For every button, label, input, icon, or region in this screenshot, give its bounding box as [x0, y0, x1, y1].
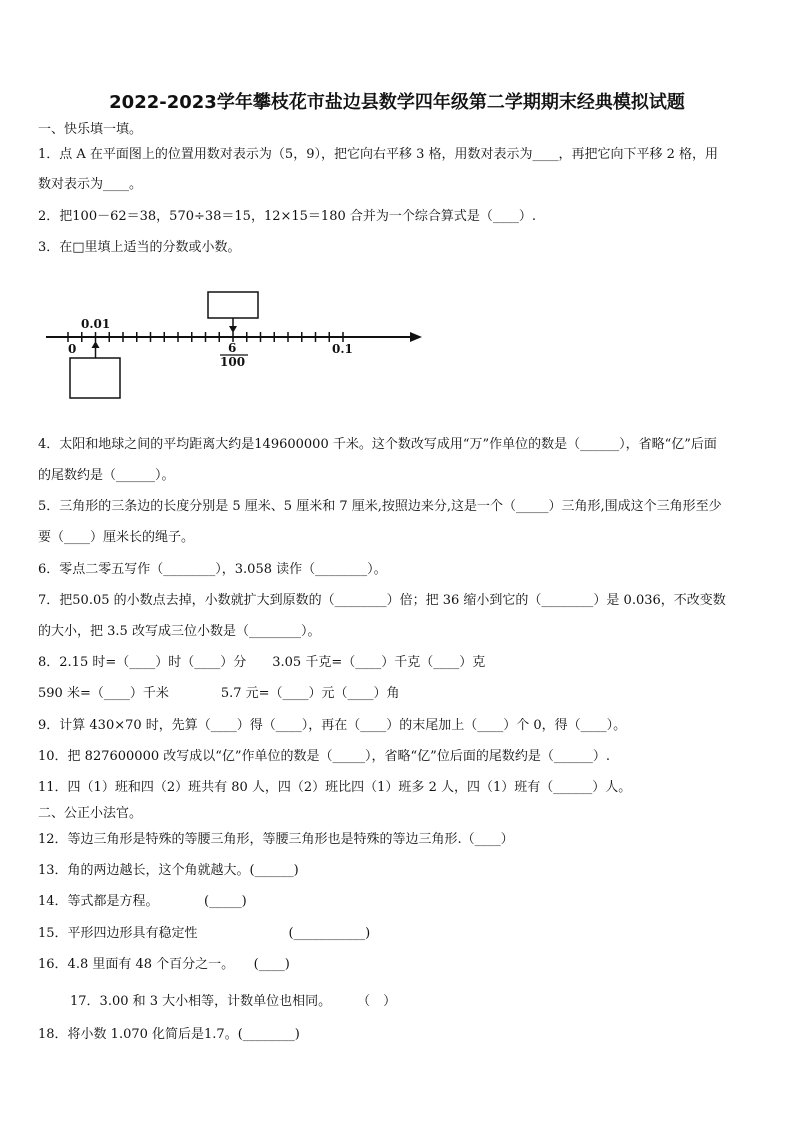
number-line-arrowhead [410, 332, 422, 342]
label-fraction-numerator: 6 [228, 341, 237, 355]
question-9: 9．计算 430×70 时，先算（____）得（____），再在（____）的末尾加上（____）个 0，得（____）。 [38, 718, 627, 733]
question-8-line-2: 590 米=（____）千米 5.7 元=（____）元（____）角 [38, 686, 400, 701]
question-16: 16．4.8 里面有 48 个百分之一。 (____) [38, 957, 290, 972]
question-7-line-1: 7．把50.05 的小数点去掉，小数就扩大到原数的（________）倍；把 36 缩小到它的（________）是 0.036，不改变数 [38, 593, 726, 608]
question-8-line-1: 8．2.15 时=（____）时（____）分 3.05 千克=（____）千克（____）克 [38, 655, 486, 670]
question-5-line-1: 5．三角形的三条边的长度分别是 5 厘米、5 厘米和 7 厘米,按照边来分,这是一个（_____）三角形,围成这个三角形至少 [38, 499, 722, 514]
question-3: 3．在□里填上适当的分数或小数。 [38, 240, 241, 255]
arrow-up-icon [92, 341, 100, 348]
label-zero: 0 [68, 342, 77, 356]
question-7-line-2: 的大小，把 3.5 改写成三位小数是（________）。 [38, 624, 321, 639]
arrow-down-icon [229, 326, 237, 333]
section-2-heading: 二、公正小法官。 [38, 806, 143, 821]
question-4-line-2: 的尾数约是（______）。 [38, 468, 175, 483]
question-4-line-1: 4．太阳和地球之间的平均距离大约是149600000 千米。这个数改写成用“万”作单位的数是（______），省略“亿”后面 [38, 437, 717, 452]
question-13: 13．角的两边越长，这个角就越大。(______) [38, 863, 299, 878]
label-0-1: 0.1 [332, 342, 353, 356]
question-14: 14．等式都是方程。 (_____) [38, 894, 247, 909]
label-0-01: 0.01 [81, 317, 111, 331]
number-line-ticks [68, 332, 343, 342]
question-6: 6．零点二零五写作（________），3.058 读作（________）。 [38, 562, 387, 577]
question-5-line-2: 要（____）厘米长的绳子。 [38, 530, 195, 545]
answer-box-top[interactable] [208, 292, 258, 318]
question-12: 12．等边三角形是特殊的等腰三角形，等腰三角形也是特殊的等边三角形.（____） [38, 832, 514, 847]
question-15: 15．平形四边形具有稳定性 (___________) [38, 926, 371, 941]
number-line-figure [40, 280, 440, 400]
question-18: 18．将小数 1.070 化简后是1.7。(________) [38, 1027, 300, 1042]
question-1-line-2: 数对表示为____。 [38, 177, 143, 192]
question-10: 10．把 827600000 改写成以“亿”作单位的数是（_____），省略“亿”位后面的尾数约是（______）. [38, 749, 610, 764]
section-1-heading: 一、快乐填一填。 [38, 122, 143, 137]
question-2: 2．把100－62＝38，570÷38＝15，12×15＝180 合并为一个综合算式是（____）. [38, 209, 537, 224]
question-11: 11．四（1）班和四（2）班共有 80 人，四（2）班比四（1）班多 2 人，四（1）班有（______）人。 [38, 780, 632, 795]
page-title: 2022-2023学年攀枝花市盐边县数学四年级第二学期期末经典模拟试题 [109, 92, 685, 113]
question-1-line-1: 1．点 A 在平面图上的位置用数对表示为（5，9），把它向右平移 3 格，用数对表示为____，再把它向下平移 2 格，用 [38, 147, 719, 162]
answer-box-bottom[interactable] [70, 358, 120, 398]
question-17: 17．3.00 和 3 大小相等，计数单位也相同。 （ ） [70, 994, 397, 1009]
label-fraction-denominator: 100 [220, 355, 246, 369]
